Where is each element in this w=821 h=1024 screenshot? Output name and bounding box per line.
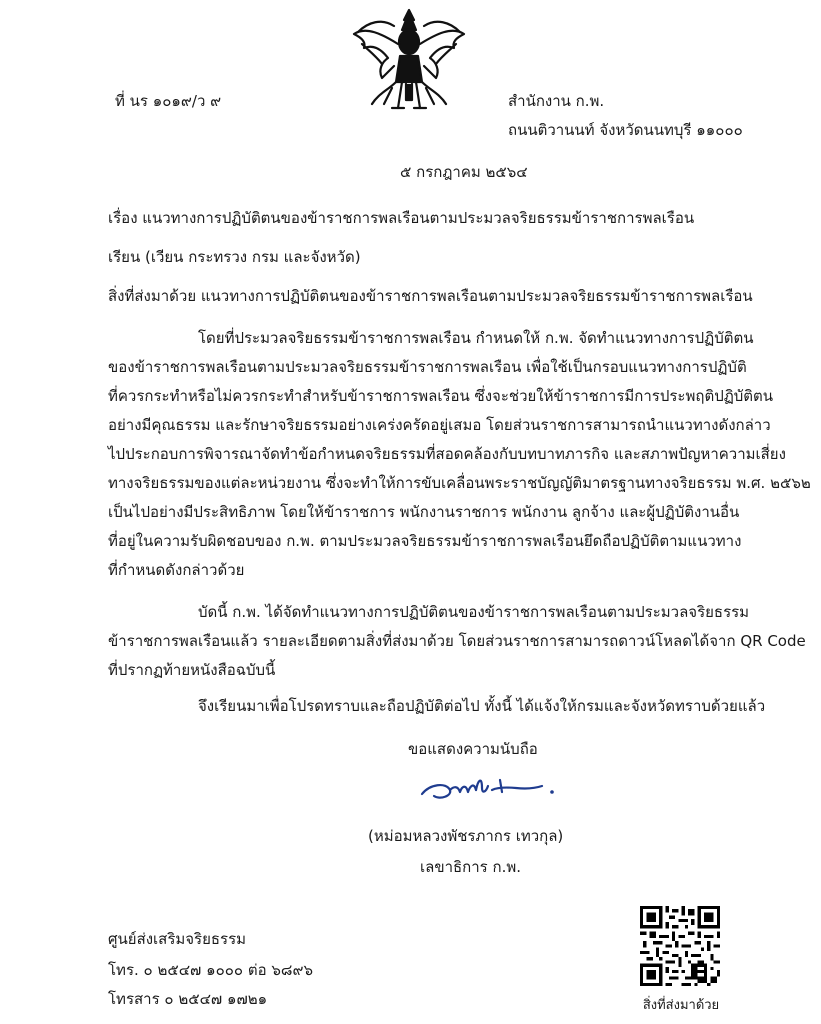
closing-phrase: ขอแสดงความนับถือ bbox=[408, 740, 538, 758]
office-address: ถนนติวานนท์ จังหวัดนนทบุรี ๑๑๐๐๐ bbox=[508, 121, 743, 139]
recipient-line: เรียน (เวียน กระทรวง กรม และจังหวัด) bbox=[108, 248, 361, 266]
paragraph-line: โดยที่ประมวลจริยธรรมข้าราชการพลเรือน กำหนดให้ ก.พ. จัดทำแนวทางการปฏิบัติตน bbox=[198, 329, 754, 347]
paragraph-line: ที่อยู่ในความรับผิดชอบของ ก.พ. ตามประมวลจริยธรรมข้าราชการพลเรือนยึดถือปฏิบัติตามแนวทาง bbox=[108, 532, 742, 550]
paragraph-line: บัดนี้ ก.พ. ได้จัดทำแนวทางการปฏิบัติตนของข้าราชการพลเรือนตามประมวลจริยธรรม bbox=[198, 603, 750, 621]
garuda-emblem-icon bbox=[348, 4, 470, 116]
footer-phone: โทร. ๐ ๒๕๔๗ ๑๐๐๐ ต่อ ๖๘๙๖ bbox=[108, 961, 313, 979]
paragraph-line: ที่ปรากฏท้ายหนังสือฉบับนี้ bbox=[108, 661, 276, 679]
paragraph-line: ที่กำหนดดังกล่าวด้วย bbox=[108, 561, 245, 579]
body-paragraph-3 bbox=[108, 692, 766, 721]
reference-number: ที่ นร ๑๐๑๙/ว ๙ bbox=[115, 92, 222, 110]
paragraph-line: อย่างมีคุณธรรม และรักษาจริยธรรมอย่างเคร่งครัดอยู่เสมอ โดยส่วนราชการสามารถนำแนวทางดังกล่าว bbox=[108, 416, 771, 434]
footer-fax: โทรสาร ๐ ๒๕๔๗ ๑๗๒๑ bbox=[108, 990, 268, 1008]
body-paragraph-1 bbox=[108, 324, 811, 585]
signer-title: เลขาธิการ ก.พ. bbox=[420, 858, 521, 876]
qr-caption: สิ่งที่ส่งมาด้วย bbox=[642, 998, 720, 1013]
paragraph-line: เป็นไปอย่างมีประสิทธิภาพ โดยให้ข้าราชการ พนักงานราชการ พนักงาน ลูกจ้าง และผู้ปฏิบัติงานอื่น bbox=[108, 503, 740, 521]
paragraph-line: ไปประกอบการพิจารณาจัดทำข้อกำหนดจริยธรรมที่สอดคล้องกับบทบาทภารกิจ และสภาพปัญหาความเสี่ยง bbox=[108, 445, 786, 463]
subject-line: เรื่อง แนวทางการปฏิบัติตนของข้าราชการพลเรือนตามประมวลจริยธรรมข้าราชการพลเรือน bbox=[108, 209, 695, 227]
paragraph-line: ของข้าราชการพลเรือนตามประมวลจริยธรรมข้าราชการพลเรือน เพื่อใช้เป็นกรอบแนวทางการปฏิบัติ bbox=[108, 358, 747, 376]
enclosure-line: สิ่งที่ส่งมาด้วย แนวทางการปฏิบัติตนของข้าราชการพลเรือนตามประมวลจริยธรรมข้าราชการพลเรือน bbox=[108, 287, 753, 305]
office-name: สำนักงาน ก.พ. bbox=[508, 92, 605, 110]
paragraph-line: ทางจริยธรรมของแต่ละหน่วยงาน ซึ่งจะทำให้การขับเคลื่อนพระราชบัญญัติมาตรฐานทางจริยธรรม พ.ศ. ๒๕๖๒ bbox=[108, 474, 811, 492]
signature-icon bbox=[416, 768, 566, 808]
body-paragraph-2 bbox=[108, 598, 806, 685]
qr-code-icon[interactable] bbox=[640, 906, 720, 986]
paragraph-line: จึงเรียนมาเพื่อโปรดทราบและถือปฏิบัติต่อไป ทั้งนี้ ได้แจ้งให้กรมและจังหวัดทราบด้วยแล้ว bbox=[198, 697, 766, 715]
paragraph-line: ข้าราชการพลเรือนแล้ว รายละเอียดตามสิ่งที่ส่งมาด้วย โดยส่วนราชการสามารถดาวน์โหลดได้จาก QR Code bbox=[108, 632, 806, 650]
paragraph-line: ที่ควรกระทำหรือไม่ควรกระทำสำหรับข้าราชการพลเรือน ซึ่งจะช่วยให้ข้าราชการมีการประพฤติปฏิบัติตน bbox=[108, 387, 774, 405]
signer-name: (หม่อมหลวงพัชรภากร เทวกุล) bbox=[368, 827, 564, 845]
letter-date: ๕ กรกฎาคม ๒๕๖๔ bbox=[400, 163, 528, 181]
footer-unit: ศูนย์ส่งเสริมจริยธรรม bbox=[108, 930, 247, 948]
